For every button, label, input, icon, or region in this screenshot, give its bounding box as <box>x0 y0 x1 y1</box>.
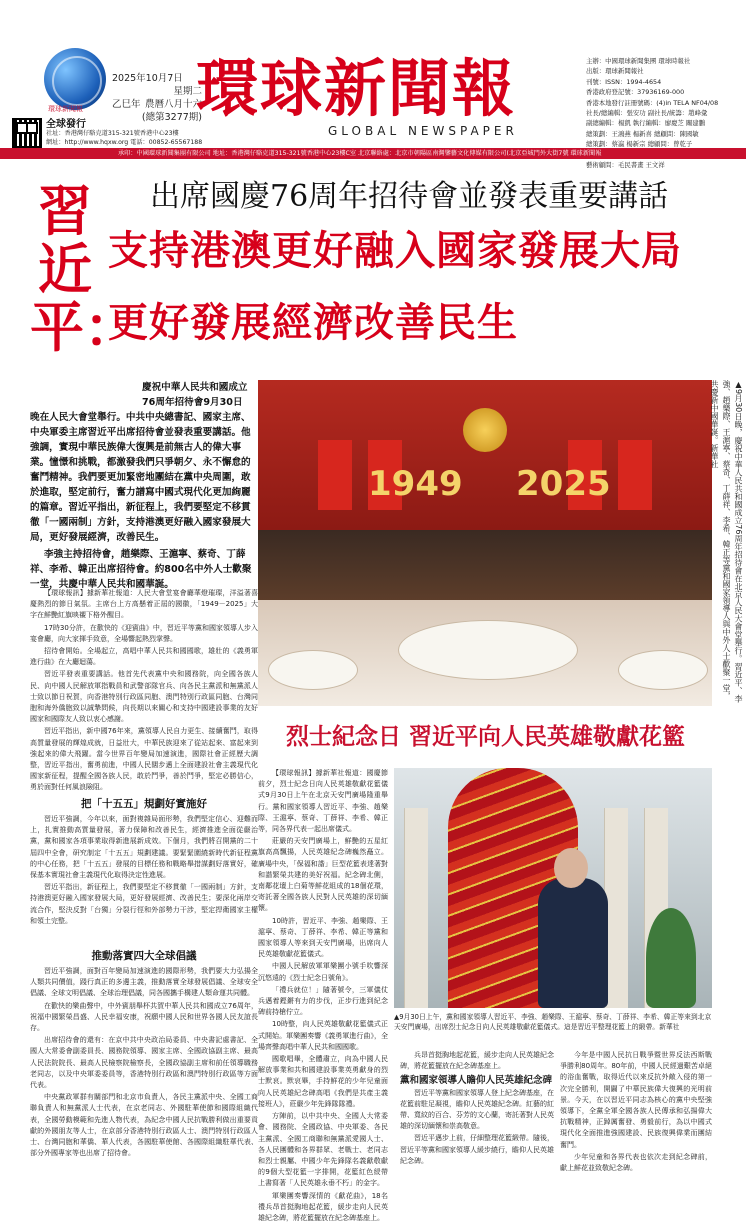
banquet-table <box>618 650 708 690</box>
body-paragraph: 軍樂團奏響深情的《獻花曲》，18名禮兵昂首挺胸地起花籃，緩步走向人民英雄紀念碑，將花籃擺放在紀念碑基座上。 <box>258 1191 388 1222</box>
globe-label: 環球新聞報 <box>48 105 83 113</box>
wreath-photo-caption: ▲9月30日上午，黨和國家領導人習近平、李強、趙樂際、王滬寧、蔡奇、丁薛祥、李希、韓正等來到北京天安門廣場，出席烈士紀念日向人民英雄敬獻花籃儀式。這是習近平整理花籃上的緞帶。新華社 <box>394 1013 712 1031</box>
body-paragraph: 10時整，向人民英雄敬獻花籃儀式正式開始。軍樂團奏響《義勇軍進行曲》，全場齊聲高唱中華人民共和國國歌。 <box>258 1020 388 1051</box>
body-paragraph: 今年是中國人民抗日戰爭暨世界反法西斯戰爭勝利80周年。80年前，中國人民經過艱苦卓絕的浴血奮戰，取得近代以來反抗外敵入侵的第一次完全勝利，開闢了中華民族偉大復興的光明前景。今天，在以習近平同志為核心的黨中央堅強領導下，全黨全軍全國各族人民傳承和弘揚偉大抗戰精神，正踔厲奮發、勇毅前行，為以中國式現代化全面推進強國建設、民族復興偉業而團結奮鬥。 <box>560 1051 712 1149</box>
national-emblem-icon <box>463 408 507 452</box>
banquet-table <box>398 620 578 680</box>
monument-pillar <box>404 808 428 1008</box>
newspaper-logo: 環球新聞報 <box>196 52 517 125</box>
printer-bar: 承印：中國環球新聞集團有限公司 地址：香港灣仔駱克道315-321號香港中心23樓C室 北京聯絡處：北京市朝陽區南灣鑒藝文化傳媒有限公司(北京亞城門外大街7號 環球新聞報 <box>0 148 746 159</box>
body-paragraph: 習近平等黨和國家領導人登上紀念碑基座，在花籃前駐足凝視，瞻仰人民英雄紀念碑。紅藝的紅帶、寬紋的百合、芬芳的文心蘭，寄託著對人民英雄的深切緬懷和崇高敬意。 <box>400 1088 554 1131</box>
global-issue-label: 全球發行 <box>46 119 86 130</box>
subhead-3: 黨和國家領導人瞻仰人民英雄紀念碑 <box>400 1075 553 1087</box>
body-paragraph: 中央黨政軍群有關部門和北京市負責人，各民主黨派中央、全國工商聯負責人和無黨派人士代表，在京老同志、外國駐華使節和國際組織代表，全國勞動模範和先進人物代表，為紀念中國人民抗戰勝利做出重要貢獻的外國朋友等人士，在京部分香港特別行政區人士、澳門特別行政區人士、台灣同胞和華僑、華人代表，各國駐華使館、各國際組織駐華代表、部分外國專家等也出席了招待會。 <box>30 1093 258 1158</box>
red-flag <box>318 440 352 510</box>
second-story-col3 <box>400 1050 554 1168</box>
second-headline: 烈士紀念日 習近平向人民英雄敬獻花籃 <box>286 723 686 750</box>
second-story-body <box>258 768 388 1222</box>
body-paragraph: 【環球報訊】據新華社報道：人民大會堂宴會廳華燈璀璨，洋溢著喜慶熱烈的節日氣氛。主席台上方高懸着正屆的國徽，「1949－2025」大字在鮮艷紅旗映襯下格外醒目。 <box>30 589 258 620</box>
imprint-line: 總策劃：王鴻燕 楊新喜 總顧問：陳國敏 <box>586 129 699 138</box>
body-paragraph: 【環球報訊】據新華社報道：國慶節前夕，烈士紀念日向人民英雄敬獻花籃儀式9月30日上午在北京天安門廣場隆重舉行。黨和國家領導人習近平、李強、趙樂際、王滬寧、蔡奇、丁薛祥、李希、韓正等，同各界代表一起出席儀式。 <box>258 769 388 834</box>
lede-para-2: 李強主持招待會，趙樂際、王滬寧、蔡奇、丁薛祥、李希、韓正出席招待會。約800名中外人士歡聚一堂，共慶中華人民共和國華誕。 <box>30 549 252 590</box>
imprint-line: 藝術顧問：毛民書畫 王文祥 <box>586 161 665 170</box>
body-paragraph: 習近平發表重要講話。他首先代表黨中央和國務院，向全國各族人民、向中國人民解放軍指戰員和武警部隊官兵、向各民主黨派和無黨派人士致以節日祝賀，向香港特別行政區同胞、澳門特別行政區同胞、台灣同胞和海外僑胞致以誠摯問候，向長期以來關心和支持中國建設事業的友好國家和國際友人致以衷心感謝。 <box>30 670 258 724</box>
body-paragraph: 國歌唱畢，全體肅立，向為中國人民解放事業和共和國建設事業英勇獻身的烈士默哀。默哀畢，手持鮮花的少年兒童面向人民英雄紀念碑高唱《我們是共產主義接班人》，莊嚴少年先鋒隊隊禮。 <box>258 1055 388 1108</box>
main-body-mid <box>30 814 258 928</box>
imprint-line: 副總編輯：楊凱 執行編輯：廖慶芝 關建鵬 <box>586 119 706 128</box>
issue-number: (總第3277期) <box>141 112 202 123</box>
imprint-line: 刊號：ISSN：1994-4654 <box>586 77 662 86</box>
body-paragraph: 10時許，習近平、李強、趙樂際、王滬寧、蔡奇、丁薛祥、李希、韓正等黨和國家領導人等來到天安門廣場，出席向人民英雄敬獻花籃儀式。 <box>258 916 388 959</box>
headline-line-2: 更好發展經濟改善民生 <box>108 299 518 346</box>
body-paragraph: 習近平指出，新征程上，我們要堅定不移貫徹「一國兩制」方針，支持港澳更好融入國家發展大局，更好發展經濟、改善民生；要深化兩岸交流合作，堅決反對「台獨」分裂行徑和外部勢力干涉，堅定捍衛國家主權和領土完整。 <box>30 883 258 925</box>
imprint-line: 香港政府登記號：37936169-000 <box>586 88 685 97</box>
main-body-bottom <box>30 966 258 1194</box>
body-paragraph: 中國人民解放軍軍樂團小號手吹響深沉悠遠的《烈士紀念日號角》。 <box>258 962 388 982</box>
body-paragraph: 習近平強調，今年以來，面對複雜局面形勢，我們堅定信心、迎難而上，扎實推動高質量發展，著力保障和改善民生，經濟推進全面從嚴治黨，黨和國家各項事業取得新進展新成效。下個月，我們將召開黨的二十屆四中全會，研究制定「十五五」規劃建議。要緊緊圍繞新時代新征程黨的中心任務，把「十五五」發展的目標任務和戰略舉措謀劃好落實好，確保基本實現社會主義現代化取得決定性進展。 <box>30 815 258 880</box>
lede-para-1 <box>30 380 258 545</box>
body-paragraph: 「禮兵就位！」隨著號令，三軍儀仗兵邁着鏗鏘有力的步伐，正步行進到紀念碑前持槍佇立。 <box>258 985 388 1017</box>
date-block <box>112 72 202 124</box>
banquet-table <box>268 650 358 690</box>
newspaper-logo-en: GLOBAL NEWSPAPER <box>328 124 518 138</box>
body-paragraph: 兵昂首挺胸地起花籃，緩步走向人民英雄紀念碑，將花籃擺放在紀念碑基座上。 <box>400 1051 554 1071</box>
masthead <box>0 0 746 170</box>
body-paragraph: 方陣前，以中共中央、全國人大常委會、國務院、全國政協、中央軍委、各民主黨派、全國工商聯和無黨派愛國人士、各人民團體和各界群眾、老戰士、老同志和烈士親屬、中國少年先鋒隊名義獻敬獻的9個大型花籃一字排開，花籃紅色綬帶上書寫著「人民英雄永垂不朽」的金字。 <box>258 1112 388 1188</box>
body-paragraph: 17時30分許，在歡快的《迎賓曲》中，習近平等黨和國家領導人步入宴會廳，向大家揮手致意，全場響起熱烈掌聲。 <box>30 623 258 643</box>
lunar-year: 乙巳年 <box>112 99 141 110</box>
body-paragraph: 莊嚴的天安門廣場上，鮮艷的五星紅旗高高飄揚，人民英雄紀念碑巍然矗立。廣場中央，「保福和諧」巨型花籃表達著對和諧繁榮共建的美好祝福。紀念碑北側，南鄰花壇上白菊等鮮花組成的18個花環，寄託著全國各族人民對人民英雄的深切緬懷。 <box>258 837 388 913</box>
tree <box>646 908 696 1008</box>
headline-line-1: 支持港澳更好融入國家發展大局 <box>108 227 682 274</box>
subhead-1: 把「十五五」規劃好實施好 <box>81 798 207 810</box>
globe-logo-icon <box>44 48 106 110</box>
issue-date: 2025年10月7日 <box>112 73 183 84</box>
second-story-col4 <box>560 1050 712 1175</box>
body-paragraph: 習近平強調，面對百年變局加速演進的國際形勢，我們要大力弘揚全人類共同價值，踐行真正的多邊主義，推動落實全球發展倡議、全球安全倡議、全球文明倡議、全球治理倡議，同各國攜手構建人類命運共同體。 <box>30 967 258 998</box>
web-phone: 網址：http://www.hqxw.org 電話：00852-65567188 <box>46 139 203 146</box>
body-paragraph: 少年兒童和各界代表也依次走到紀念碑前，獻上鮮花並致敬紀念碑。 <box>560 1152 712 1173</box>
imprint-line: 香港本地發行註冊號碼：(4)in TELA NF04/08 <box>586 98 719 107</box>
body-paragraph: 習近平指出，新中國76年來，黨領導人民自力更生、接續奮鬥，取得高質量發展的輝煌成就，日益壯大，中華民族迎來了從站起來、富起來到強起來的偉大飛躍。當今世界百年變局加速演進，國際社會正經歷大調整，習近平指出，奮勇前進，中國人民闊步邁上全面建設社會主義現代化國家新征程，提醒全國各族人民，敢於鬥爭，善於鬥爭，堅定必勝信心，勇於面對任何風浪險阻。 <box>30 727 258 792</box>
body-paragraph: 在歡快的樂曲聲中，中外賓朋舉杯共賀中華人民共和國成立76周年，祝福中國繁榮昌盛、人民幸福安康，祝願中國人民和世界各國人民友誼長存。 <box>30 1001 258 1033</box>
address: 社址：香港灣仔駱克道315-321號香港中心23樓 <box>46 130 179 137</box>
lede-text: 晚在人民大會堂舉行。中共中央總書記、國家主席、中央軍委主席習近平出席招待會並發表重要講話。他強調，實現中華民族偉大復興是前無古人的偉大事業。憧憬和挑戰，都激發我們只爭朝夕、永不懈怠的奮鬥精神。我們要更加緊密地團結在黨中央周圍，敢於進取，堅定前行，奮力譜寫中國式現代化更加絢麗的篇章。習近平指出，新征程上，我們要堅定不移貫徹「一國兩制」方針，支持港澳更好融入國家發展大局，更好發展經濟，改善民生。 <box>30 412 251 543</box>
body-paragraph: 招待會開始。全場起立，高唱中華人民共和國國歌，雄壯的《義勇軍進行曲》在大廳迴蕩。 <box>30 647 258 667</box>
year-left: 1949 <box>368 464 463 504</box>
imprint-line: 社長/總編輯：張安功 副社長/統籌：趙峰彙 <box>586 109 708 118</box>
body-paragraph: 習近平邁步上前，仔細整理花籃緞帶。隨後，習近平等黨和國家領導人緩步繞行，瞻仰人民英雄紀念碑。 <box>400 1134 554 1165</box>
reception-photo <box>258 380 712 706</box>
subhead-2: 推動落實四大全球倡議 <box>91 950 197 962</box>
vertical-headline: 習近平： <box>30 179 138 359</box>
reception-photo-caption: ▲9月30日晚，慶祝中華人民共和國成立76周年招待會在北京人民大會堂舉行。習近平、李強、趙樂際、王滬寧、蔡奇、丁薛祥、李希、韓正等黨和國家領導人與中外人士歡聚一堂，共慶新中國華誕。新華社 <box>710 380 743 703</box>
red-flag <box>618 440 652 510</box>
year-right: 2025 <box>516 464 611 504</box>
weekday: 星期二 <box>173 86 202 97</box>
person-figure <box>538 878 608 1008</box>
imprint-line: 總策劃：蔡瀛 楊新宗 總顧問：曾乾子 <box>586 140 693 149</box>
lede <box>30 380 258 594</box>
imprint-line: 主辦：中國環球新聞集團 環球時報社 <box>586 57 691 65</box>
imprint-line: 出版：環球新聞報社 <box>586 67 644 76</box>
body-paragraph: 出席招待會的還有：在京中共中央政治局委員、中央書記處書記、全國人大常委會副委員長、國務院領導、國家主席、全國政協副主席、最高人民法院院長、最高人民檢察院檢察長，全國政協副主席和前任領導職務老同志，以及中央軍委委員等，香港特別行政區和澳門特別行政區等方面代表。 <box>30 1036 258 1090</box>
main-body-top <box>30 588 258 795</box>
person-head <box>554 848 588 888</box>
wreath-photo <box>394 768 712 1008</box>
qr-code-icon[interactable] <box>12 118 42 148</box>
headline-kicker: 出席國慶76周年招待會並發表重要講話 <box>150 179 669 214</box>
lunar-date: 農曆八月十六 <box>144 99 202 110</box>
stage <box>258 530 712 600</box>
lede-intro: 慶祝中華人民共和國成立76周年招待會9月30日 <box>142 382 248 408</box>
